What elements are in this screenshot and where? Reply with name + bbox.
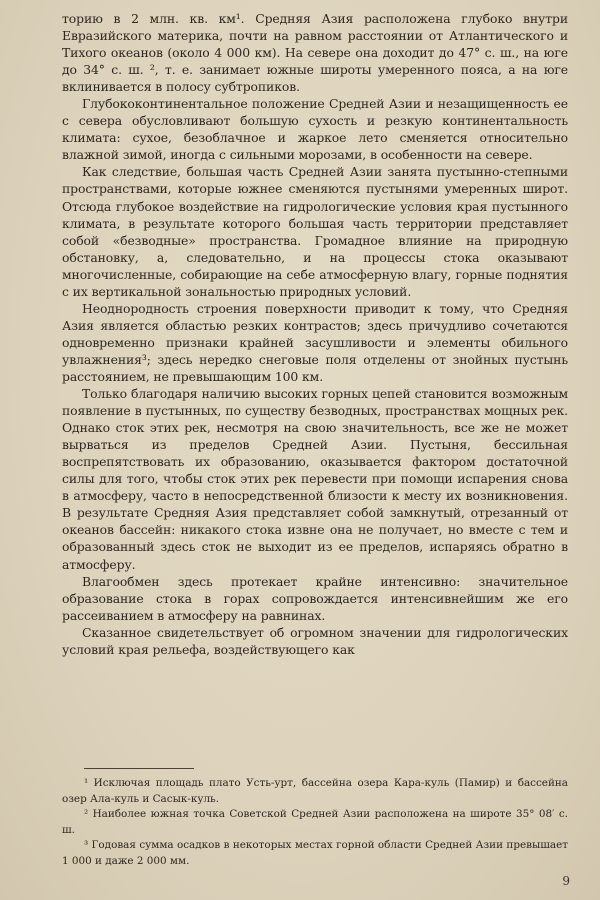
footnote-2: ² Наиболее южная точка Советской Средней Азии расположена на широте 35° 08′ с. ш. xyxy=(62,808,568,836)
footnote-3: ³ Годовая сумма осадков в некоторых местах горной области Средней Азии превышает 1 000 и даже 2 000 мм. xyxy=(62,839,568,867)
paragraph-5: Только благодаря наличию высоких горных цепей становится возможным появление в пустынных, по существу безводных, пространствах мощных рек. Однако сток этих рек, несмотря на свою значительность, все же не может вырваться из пределов Средней Азии. Пустыня, бессильная воспрепятствовать их образованию, оказывается фактором достаточной силы для того, чтобы сток этих рек перевести при помощи испарения снова в атмосферу, часто в непосредственной близости к месту их возникновения. В результате Средняя Азия представляет собой замкнутый, отрезанный от океанов бассейн: никакого стока извне она не получает, но вместе с тем и образованный здесь сток не выходит из ее пределов, испаряясь обратно в атмосферу. xyxy=(62,386,568,572)
body-text xyxy=(62,10,568,658)
footnotes xyxy=(62,776,568,870)
paragraph-4: Неоднородность строения поверхности приводит к тому, что Средняя Азия является областью резких контрастов; здесь причудливо сочетаются одновременно признаки крайней засушливости и элементы обильного увлажнения³; здесь нередко снеговые поля отделены от знойных пустынь расстоянием, не превышающим 100 км. xyxy=(62,300,568,384)
paragraph-1: торию в 2 млн. кв. км¹. Средняя Азия расположена глубоко внутри Евразийского материка, почти на равном расстоянии от Атлантического и Тихого океанов (около 4 000 км). На севере она доходит до 47° с. ш., на юге до 34° с. ш. ², т. е. занимает южные широты умеренного пояса, а на юге вклинивается в полосу субтропиков. xyxy=(62,11,568,95)
paragraph-2: Глубококонтинентальное положение Средней Азии и незащищенность ее с севера обусловливают большую сухость и резкую континентальность климата: сухое, безоблачное и жаркое лето сменяется относительно влажной зимой, иногда с сильными морозами, в особенности на севере. xyxy=(62,96,568,163)
page-number: 9 xyxy=(562,874,570,888)
footnote-1: ¹ Исключая площадь плато Усть-урт, бассейна озера Кара-куль (Памир) и бассейна озер Ала-куль и Сасык-куль. xyxy=(62,777,568,805)
footnote-divider xyxy=(84,768,194,769)
paragraph-6: Влагообмен здесь протекает крайне интенсивно: значительное образование стока в горах сопровождается интенсивнейшим же его рассеиванием в атмосферу на равнинах. xyxy=(62,573,568,623)
paragraph-7: Сказанное свидетельствует об огромном значении для гидрологических условий края рельефа, воздействующего как xyxy=(62,624,568,657)
paragraph-3: Как следствие, большая часть Средней Азии занята пустынно-степными пространствами, которые южнее сменяются пустынями умеренных широт. Отсюда глубокое воздействие на гидрологические условия края пустынного климата, в результате которого большая часть территории представляет собой «безводные» пространства. Громадное влияние на природную обстановку, а, следовательно, и на процессы стока оказывают многочисленные, собирающие на себе атмосферную влагу, горные поднятия с их вертикальной зональностью природных условий. xyxy=(62,164,568,299)
